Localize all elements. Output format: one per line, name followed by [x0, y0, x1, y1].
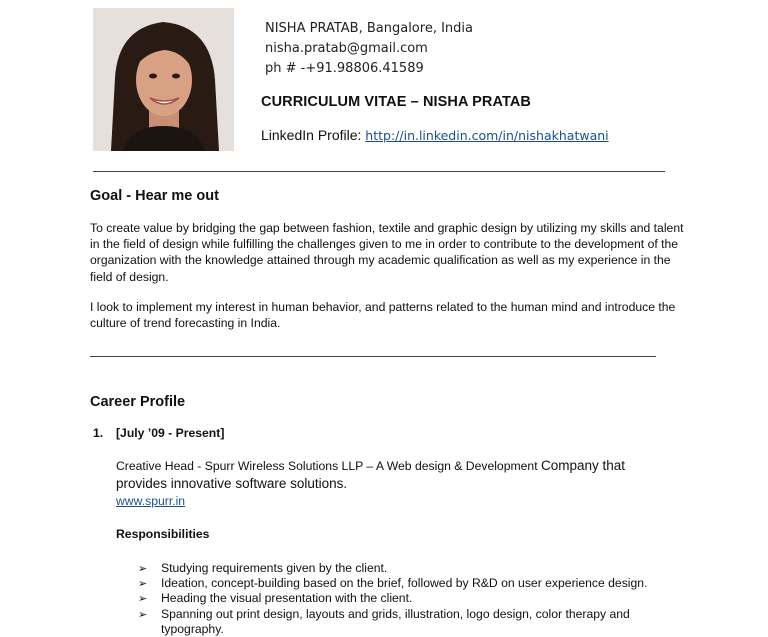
- list-item: ➢ Ideation, concept-building based on the brief, followed by R&D on user experience design.: [138, 576, 648, 591]
- goal-paragraph-2: I look to implement my interest in human behavior, and patterns related to the human mind and introduce the culture of trend forecasting in India.: [90, 300, 676, 331]
- profile-photo: [93, 8, 234, 151]
- divider-top: [93, 171, 665, 172]
- responsibilities-list: [138, 561, 678, 637]
- career-heading: Career Profile: [90, 394, 186, 410]
- cv-title: CURRICULUM VITAE – NISHA PRATAB: [261, 94, 532, 110]
- divider-middle: [90, 356, 656, 357]
- goal-heading: Goal - Hear me out: [90, 188, 219, 204]
- list-item: ➢ Heading the visual presentation with the client.: [138, 591, 413, 606]
- company-text-part2: Company that provides innovative software solutions.: [116, 458, 626, 491]
- goal-paragraph-1: To create value by bridging the gap between fashion, textile and graphic design by utilizing my skills and talent in the field of design while fulfilling the challenges given to me in order to contribute to the development of the organization with the knowledge attained through my academic qualification as well as my experience in the field of design.: [90, 221, 684, 284]
- responsibilities-heading: Responsibilities: [116, 527, 210, 541]
- list-item: ➢ Spanning out print design, layouts and grids, illustration, logo design, color therapy and typography.: [138, 606, 630, 636]
- company-text-part1: Creative Head - Spurr Wireless Solutions LLP – A Web design & Development: [116, 459, 541, 473]
- arrow-bullet-icon: ➢: [138, 592, 148, 606]
- company-website-link[interactable]: www.spurr.in: [116, 494, 186, 508]
- job-period: [July ’09 - Present]: [116, 426, 225, 440]
- arrow-bullet-icon: ➢: [138, 607, 148, 621]
- job-number: 1.: [93, 426, 104, 440]
- job-period-heading: [93, 426, 224, 440]
- linkedin-line: [261, 127, 609, 143]
- linkedin-label: LinkedIn Profile:: [261, 127, 366, 143]
- phone-text: ph # -+91.98806.41589: [265, 61, 424, 76]
- arrow-bullet-icon: ➢: [138, 577, 148, 591]
- email-text: nisha.pratab@gmail.com: [265, 41, 428, 56]
- linkedin-link[interactable]: http://in.linkedin.com/in/nishakhatwani: [365, 128, 609, 143]
- job-company-description: [116, 457, 676, 493]
- list-item: ➢ Studying requirements given by the client.: [138, 561, 388, 575]
- arrow-bullet-icon: ➢: [138, 562, 148, 575]
- name-location: NISHA PRATAB, Bangalore, India: [265, 21, 473, 36]
